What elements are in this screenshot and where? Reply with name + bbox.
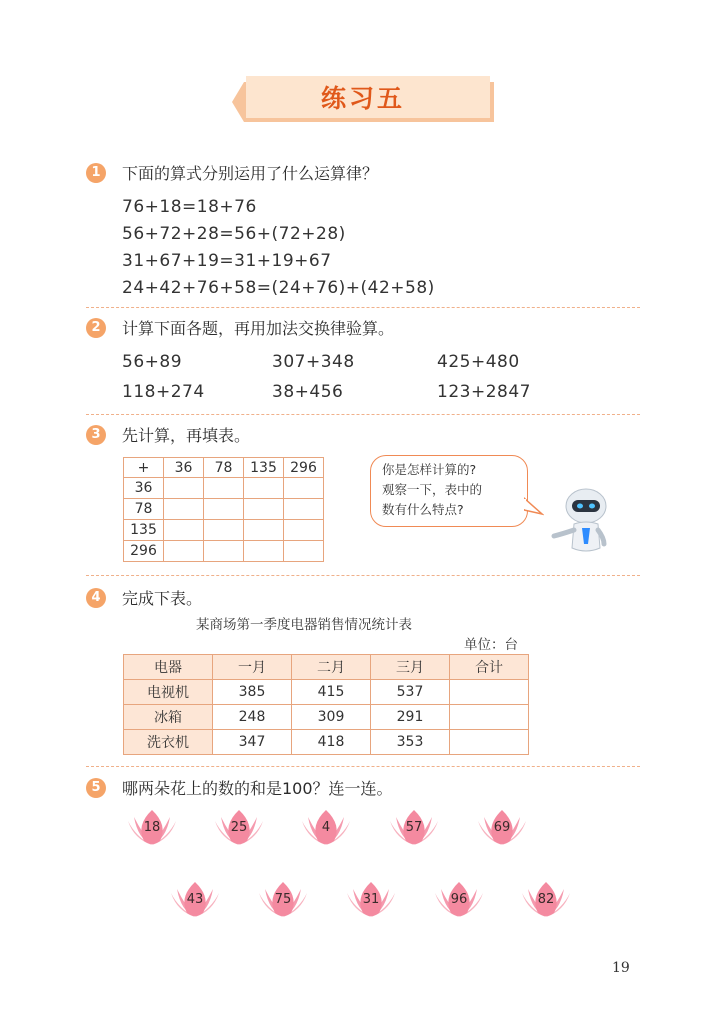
question-number-3: 3 — [86, 425, 106, 445]
bubble-tail — [524, 496, 544, 518]
q4-prompt: 完成下表。 — [122, 589, 203, 608]
cell: 347 — [213, 730, 292, 755]
flower-number: 4 — [321, 820, 331, 835]
robot-icon — [546, 484, 616, 556]
q2-expr: 123+2847 — [437, 382, 531, 402]
flower-number: 31 — [362, 892, 380, 907]
column-header: 296 — [284, 458, 324, 478]
question-number-2: 2 — [86, 318, 106, 338]
flower-number: 25 — [230, 820, 248, 835]
row-header: 78 — [124, 499, 164, 520]
bubble-line: 观察一下，表中的 — [382, 482, 483, 497]
blank-cell[interactable] — [284, 520, 324, 541]
column-header: 135 — [244, 458, 284, 478]
q2-expr: 307+348 — [272, 352, 355, 372]
q5-prompt: 哪两朵花上的数的和是100？连一连。 — [122, 779, 393, 798]
blank-cell[interactable] — [164, 478, 204, 499]
page-number: 19 — [612, 960, 630, 976]
q2-expr: 425+480 — [437, 352, 520, 372]
table-row — [124, 730, 529, 755]
flower-number: 57 — [405, 820, 423, 835]
blank-cell[interactable] — [164, 520, 204, 541]
flower-number: 82 — [537, 892, 555, 907]
addition-table — [123, 457, 324, 562]
blank-cell[interactable] — [204, 478, 244, 499]
sales-table — [123, 654, 529, 755]
cell: 415 — [292, 680, 371, 705]
cell: 309 — [292, 705, 371, 730]
lotus-flower[interactable] — [343, 879, 399, 923]
table-row — [124, 705, 529, 730]
row-header: 135 — [124, 520, 164, 541]
column-header: 36 — [164, 458, 204, 478]
column-header: 三月 — [371, 655, 450, 680]
column-header: 一月 — [213, 655, 292, 680]
blank-cell[interactable] — [204, 520, 244, 541]
bubble-line: 数有什么特点? — [382, 502, 464, 517]
column-header: 二月 — [292, 655, 371, 680]
lotus-flower[interactable] — [298, 807, 354, 851]
q1-prompt: 下面的算式分别运用了什么运算律？ — [122, 164, 379, 183]
cell: 248 — [213, 705, 292, 730]
section-divider — [86, 307, 640, 308]
q2-expr: 118+274 — [122, 382, 205, 402]
bubble-text — [382, 460, 522, 520]
blank-cell[interactable] — [244, 499, 284, 520]
column-header: 电器 — [124, 655, 213, 680]
blank-cell[interactable] — [244, 520, 284, 541]
column-header: 78 — [204, 458, 244, 478]
lotus-flower[interactable] — [167, 879, 223, 923]
lotus-flower[interactable] — [211, 807, 267, 851]
lotus-flower[interactable] — [474, 807, 530, 851]
blank-cell[interactable] — [164, 541, 204, 562]
blank-cell[interactable] — [164, 499, 204, 520]
section-divider — [86, 414, 640, 415]
blank-cell[interactable] — [244, 541, 284, 562]
flower-number: 75 — [274, 892, 292, 907]
q2-expr: 56+89 — [122, 352, 183, 372]
q1-expr: 24+42+76+58=(24+76)+(42+58) — [122, 278, 435, 298]
q1-expr: 56+72+28=56+(72+28) — [122, 224, 346, 244]
table-row — [124, 680, 529, 705]
page-title: 练习五 — [320, 84, 405, 113]
lotus-flower[interactable] — [255, 879, 311, 923]
q1-expr: 31+67+19=31+19+67 — [122, 251, 332, 271]
q1-expr: 76+18=18+76 — [122, 197, 257, 217]
blank-cell[interactable] — [204, 541, 244, 562]
lotus-flower[interactable] — [124, 807, 180, 851]
flower-number: 43 — [186, 892, 204, 907]
question-number-5: 5 — [86, 778, 106, 798]
q2-prompt: 计算下面各题，再用加法交换律验算。 — [122, 319, 395, 338]
blank-cell[interactable] — [204, 499, 244, 520]
row-header: 洗衣机 — [124, 730, 213, 755]
question-number-1: 1 — [86, 163, 106, 183]
table-corner: + — [124, 458, 164, 478]
lotus-flower[interactable] — [386, 807, 442, 851]
section-divider — [86, 766, 640, 767]
cell: 418 — [292, 730, 371, 755]
row-header: 冰箱 — [124, 705, 213, 730]
q3-prompt: 先计算，再填表。 — [122, 426, 251, 445]
flower-number: 18 — [143, 820, 161, 835]
question-number-4: 4 — [86, 588, 106, 608]
q2-expr: 38+456 — [272, 382, 344, 402]
table-title: 某商场第一季度电器销售情况统计表 — [196, 617, 412, 633]
cell: 291 — [371, 705, 450, 730]
section-divider — [86, 575, 640, 576]
blank-cell[interactable] — [284, 478, 324, 499]
flower-number: 69 — [493, 820, 511, 835]
row-header: 296 — [124, 541, 164, 562]
lotus-flower[interactable] — [431, 879, 487, 923]
blank-cell[interactable] — [284, 499, 324, 520]
cell: 537 — [371, 680, 450, 705]
cell: 385 — [213, 680, 292, 705]
flower-number: 96 — [450, 892, 468, 907]
cell: 353 — [371, 730, 450, 755]
blank-cell[interactable] — [284, 541, 324, 562]
blank-cell[interactable] — [244, 478, 284, 499]
lotus-flower[interactable] — [518, 879, 574, 923]
column-header: 合计 — [450, 655, 529, 680]
total-cell[interactable] — [450, 680, 529, 705]
row-header: 36 — [124, 478, 164, 499]
table-unit: 单位：台 — [464, 637, 518, 653]
total-cell[interactable] — [450, 730, 529, 755]
total-cell[interactable] — [450, 705, 529, 730]
bubble-line: 你是怎样计算的? — [382, 462, 477, 477]
row-header: 电视机 — [124, 680, 213, 705]
